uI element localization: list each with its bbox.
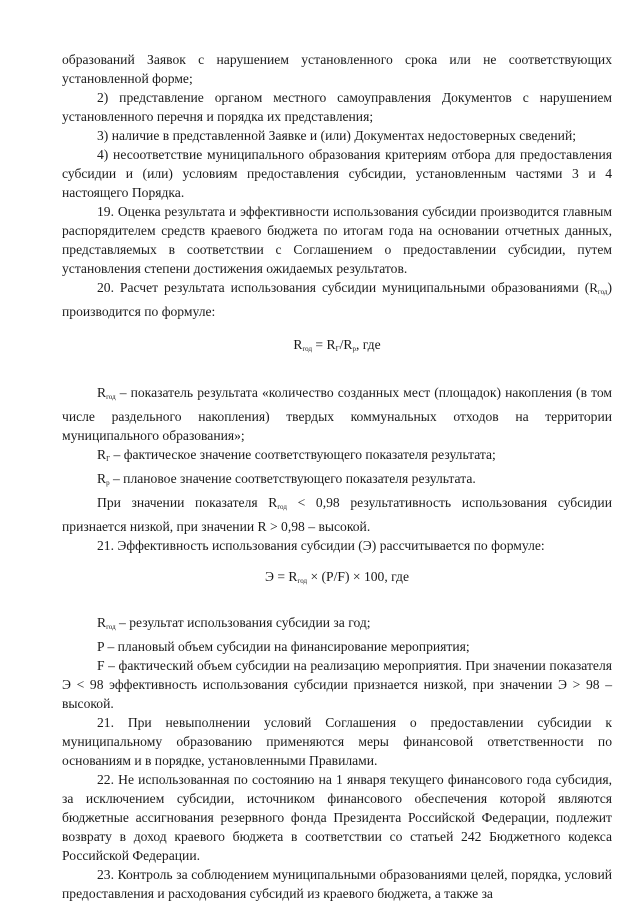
text: Э < 98 xyxy=(62,677,104,692)
formula-part: Э = R xyxy=(264,569,298,584)
text: R > 0,98 xyxy=(257,519,305,534)
paragraph xyxy=(62,656,612,713)
paragraph: 21. При невыполнении условий Соглашения о предоставлении субсидии к муниципальному образованию применяются меры финансовой ответственности по основаниям и в порядке, установленными Правилами. xyxy=(62,715,612,768)
formula xyxy=(62,567,612,591)
paragraph: образований Заявок с нарушением установленного срока или не соответствующих установленной форме; xyxy=(62,52,612,86)
formula-subscript: р xyxy=(352,345,356,353)
text: результативность использования субсидии признается низкой, при значении xyxy=(62,495,612,534)
symbol-r: R xyxy=(97,385,107,400)
text: < 0,98 xyxy=(286,495,340,510)
symbol xyxy=(589,280,607,295)
text: – высокой. xyxy=(62,677,612,711)
text: – показатель результата «количество созданных мест (площадок) накопления (в том числе раздельного накопления) твердых коммунальных отходов на территории муниципального образования»; xyxy=(62,385,612,443)
formula-part: R xyxy=(293,337,303,352)
paragraph: 2) представление органом местного самоуправления Документов с нарушением установленного перечня и порядка их представления; xyxy=(62,90,612,124)
formula-subscript: год xyxy=(297,577,308,585)
subscript: Г xyxy=(106,455,111,463)
text: – фактическое значение соответствующего показателя результата; xyxy=(110,447,496,462)
symbol-r: R xyxy=(97,615,107,630)
paragraph xyxy=(62,613,612,637)
text: ) производится по формуле: xyxy=(62,280,612,319)
subscript: год xyxy=(106,623,116,631)
formula xyxy=(62,335,612,359)
formula-part: = R xyxy=(312,337,336,352)
document-page xyxy=(62,50,612,903)
paragraph: 22. Не использованная по состоянию на 1 января текущего финансового года субсидия, за исключением субсидии, источником финансового обеспечения которой являются бюджетные ассигнования резервного фонда Президента Российской Федерации, подлежит возврату в доход краевого бюджета в соответствии со статьей 242 Бюджетного кодекса Российской Федерации. xyxy=(62,772,612,863)
paragraph: 21. Эффективность использования субсидии (Э) рассчитывается по формуле: xyxy=(97,538,545,553)
paragraph xyxy=(62,383,612,445)
paragraph: 23. Контроль за соблюдением муниципальными образованиями целей, порядка, условий предоставления и расходования субсидий из краевого бюджета, а также за xyxy=(62,867,612,901)
paragraph xyxy=(62,637,612,656)
symbol-p: P xyxy=(97,639,105,654)
symbol-r: R xyxy=(268,495,278,510)
text: – результат использования субсидии за год; xyxy=(115,615,371,630)
symbol-f: F xyxy=(97,658,105,673)
formula-subscript: год xyxy=(302,345,313,353)
paragraph xyxy=(62,445,612,469)
paragraph: 3) наличие в представленной Заявке и (или) Документах недостоверных сведений; xyxy=(97,128,577,143)
text: При значении показателя xyxy=(97,495,269,510)
symbol-r: R xyxy=(97,447,107,462)
paragraph: 19. Оценка результата и эффективности использования субсидии производится главным распорядителем средств краевого бюджета по итогам года на основании отчетных данных, представляемых в соответствии с Соглашением о предоставлении субсидии, путем установления степени достижения ожидаемых результатов. xyxy=(62,204,612,276)
text: Э > 98 xyxy=(558,677,600,692)
formula-part: × (P/F) × 100 xyxy=(307,569,385,584)
subscript: год xyxy=(106,393,116,401)
formula-subscript: Г xyxy=(335,345,340,353)
subscript: р xyxy=(106,479,110,487)
paragraph: 4) несоответствие муниципального образования критериям отбора для предоставления субсидии и (или) условиям предоставления субсидии, установленным частями 3 и 4 настоящего Порядка. xyxy=(62,147,612,200)
text: – плановое значение соответствующего показателя результата. xyxy=(109,471,476,486)
formula-part: /R xyxy=(339,337,353,352)
text: 20. Расчет результата использования субсидии муниципальными образованиями ( xyxy=(97,280,590,295)
subscript: год xyxy=(277,503,287,511)
subscript: год xyxy=(597,288,608,296)
formula-part: , где xyxy=(355,337,381,352)
text: – плановый объем субсидии на финансирование мероприятия; xyxy=(104,639,470,654)
symbol-r: R xyxy=(97,471,107,486)
paragraph xyxy=(62,278,612,321)
paragraph xyxy=(62,469,612,493)
symbol-r: R xyxy=(589,280,598,295)
text: – фактический объем субсидии на реализацию мероприятия. При значении показателя xyxy=(104,658,612,673)
paragraph xyxy=(62,493,612,536)
text: – высокой. xyxy=(304,519,371,534)
text: эффективность использования субсидии признается низкой, при значении xyxy=(103,677,559,692)
formula-part: , где xyxy=(384,569,409,584)
